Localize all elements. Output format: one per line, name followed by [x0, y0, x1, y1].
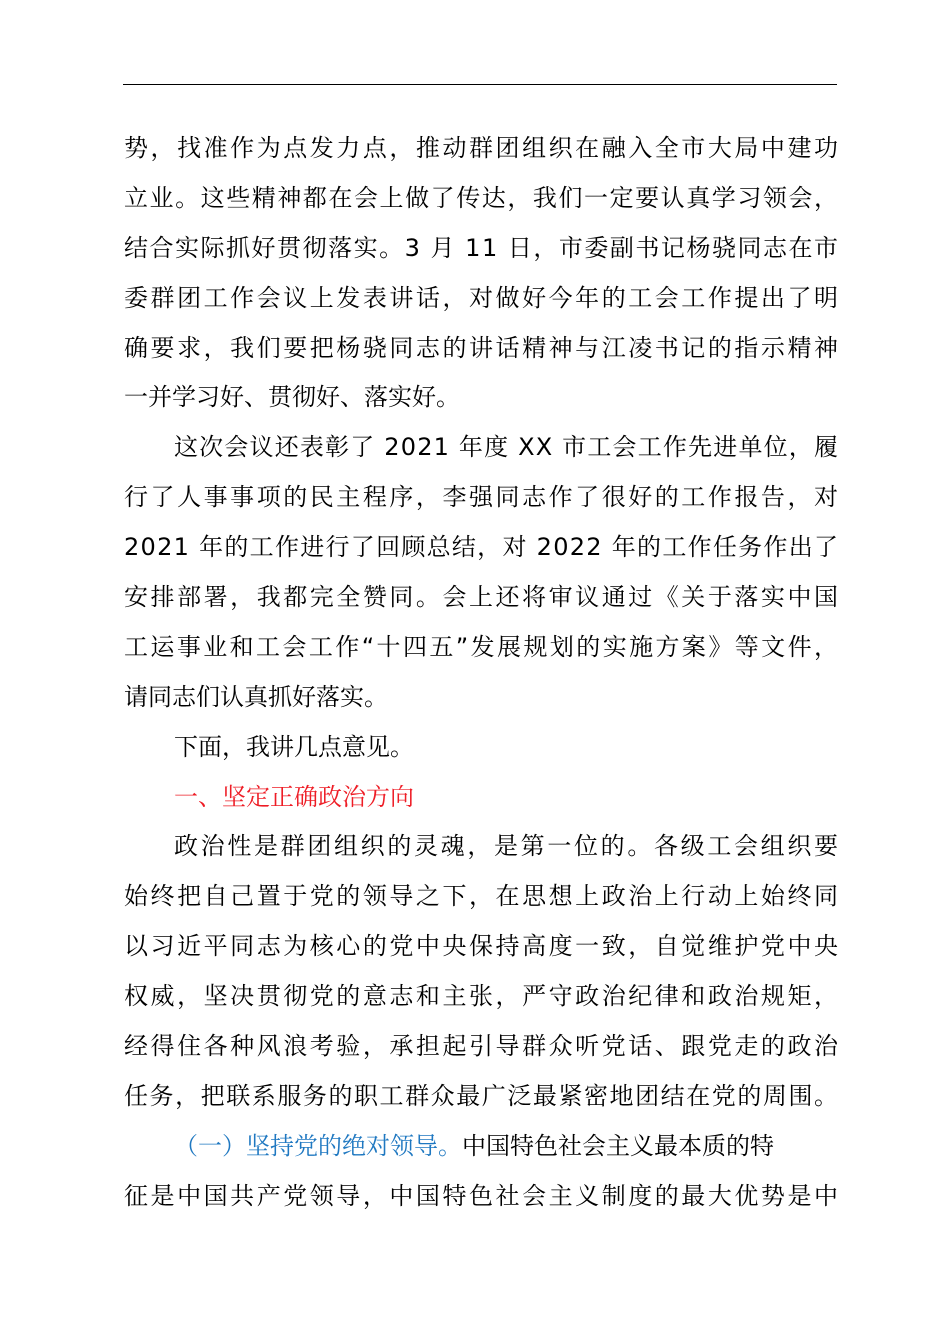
- paragraph-line: [124, 373, 838, 423]
- text-line: 工运事业和工会工作“十四五”发展规划的实施方案》等文件，: [124, 632, 841, 661]
- text-line: 委群团工作会议上发表讲话，对做好今年的工会工作提出了明: [124, 283, 841, 312]
- paragraph-line: [124, 324, 841, 374]
- text-line: 经得住各种风浪考验，承担起引导群众听党话、跟党走的政治: [124, 1032, 841, 1061]
- text-line: 任务，把联系服务的职工群众最广泛最紧密地团结在党的周围。: [124, 1081, 840, 1110]
- text-line: 一并学习好、贯彻好、落实好。: [124, 383, 460, 412]
- text-line: 确要求，我们要把杨骁同志的讲话精神与江凌书记的指示精神: [124, 333, 841, 362]
- paragraph-line: [124, 1172, 841, 1222]
- text-line: 权威，坚决贯彻党的意志和主张，严守政治纪律和政治规矩，: [124, 982, 841, 1011]
- paragraph-line: [124, 623, 841, 673]
- paragraph-line: [124, 224, 838, 274]
- paragraph-line: [124, 1122, 838, 1172]
- text-line: 请同志们认真抓好落实。: [124, 682, 388, 711]
- paragraph-line: [124, 473, 841, 523]
- text-line: 以习近平同志为核心的党中央保持高度一致，自觉维护党中央: [124, 932, 841, 961]
- section-heading-text: 一、坚定正确政治方向: [174, 782, 414, 811]
- text-line: 立业。这些精神都在会上做了传达，我们一定要认真学习领会，: [124, 183, 840, 212]
- header-rule: [123, 84, 837, 85]
- paragraph-line: [124, 673, 838, 723]
- paragraph-line: [124, 274, 841, 324]
- body-text: [124, 124, 841, 1222]
- text-line: 这次会议还表彰了 2021 年度 XX 市工会工作先进单位，履: [174, 433, 840, 462]
- paragraph-line: [124, 822, 841, 872]
- paragraph-line: [124, 972, 841, 1022]
- paragraph-line: [124, 922, 841, 972]
- text-line: 下面，我讲几点意见。: [174, 732, 414, 761]
- section-heading-1: [124, 773, 838, 823]
- paragraph-line: [124, 723, 838, 773]
- paragraph-line: [124, 573, 841, 623]
- paragraph-line: [124, 523, 838, 573]
- text-line: 结合实际抓好贯彻落实。3 月 11 日，市委副书记杨骁同志在市: [124, 233, 840, 262]
- paragraph-line: [124, 124, 841, 174]
- paragraph-line: [124, 423, 838, 473]
- text-line: 政治性是群团组织的灵魂，是第一位的。各级工会组织要: [174, 832, 841, 861]
- paragraph-line: [124, 1072, 838, 1122]
- paragraph-line: [124, 1022, 841, 1072]
- text-line: 安排部署，我都完全赞同。会上还将审议通过《关于落实中国: [124, 583, 841, 612]
- text-line: 始终把自己置于党的领导之下，在思想上政治上行动上始终同: [124, 882, 841, 911]
- text-line: 征是中国共产党领导，中国特色社会主义制度的最大优势是中: [124, 1181, 841, 1210]
- text-line: 中国特色社会主义最本质的特: [462, 1131, 774, 1160]
- paragraph-line: [124, 174, 838, 224]
- text-line: 2021 年的工作进行了回顾总结，对 2022 年的工作任务作出了: [124, 533, 840, 562]
- text-line: 行了人事事项的民主程序，李强同志作了很好的工作报告，对: [124, 483, 841, 512]
- paragraph-line: [124, 872, 841, 922]
- subsection-heading: （一）坚持党的绝对领导。: [174, 1131, 462, 1160]
- text-line: 势，找准作为点发力点，推动群团组织在融入全市大局中建功: [124, 134, 841, 162]
